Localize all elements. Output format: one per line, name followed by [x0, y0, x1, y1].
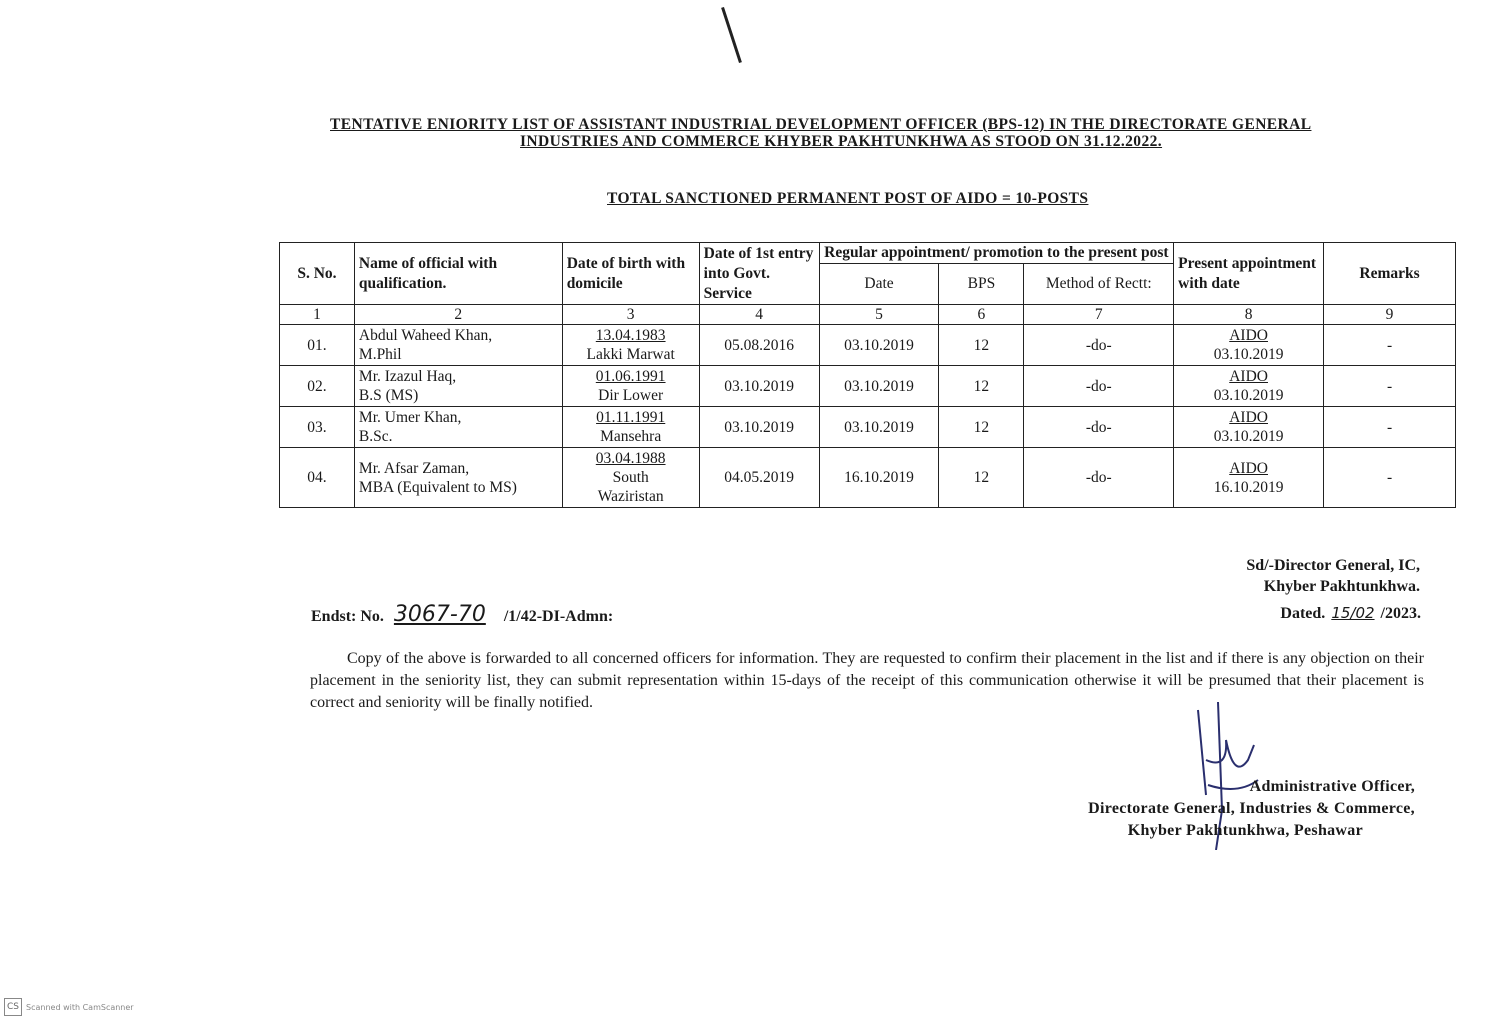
cell-sno: 04. — [280, 448, 355, 508]
column-number: 7 — [1024, 305, 1174, 325]
header-date: Date — [819, 264, 939, 305]
column-number: 8 — [1174, 305, 1324, 325]
column-number: 9 — [1324, 305, 1456, 325]
administrative-officer-block — [1020, 776, 1415, 842]
cell-method: -do- — [1024, 366, 1174, 407]
endst-suffix: /1/42-DI-Admn: — [503, 608, 614, 625]
qualification: M.Phil — [358, 346, 402, 363]
cell-entry: 05.08.2016 — [699, 325, 819, 366]
officer-line-1: Administrative Officer, — [1249, 778, 1415, 795]
cell-dob — [562, 325, 699, 366]
cell-bps: 12 — [939, 407, 1024, 448]
handwritten-date: 15/02 — [1331, 604, 1375, 622]
post: AIDO — [1229, 459, 1268, 477]
dated-prefix: Dated. — [1280, 605, 1326, 622]
cell-name — [354, 366, 562, 407]
column-number: 6 — [939, 305, 1024, 325]
header-present: Present appointment with date — [1174, 243, 1324, 305]
cell-bps: 12 — [939, 448, 1024, 508]
post: AIDO — [1229, 368, 1268, 385]
cell-present — [1174, 366, 1324, 407]
domicile: Lakki Marwat — [586, 346, 675, 363]
cell-present — [1174, 407, 1324, 448]
cell-entry: 03.10.2019 — [699, 366, 819, 407]
dated-line — [1180, 604, 1421, 623]
endst-prefix: Endst: No. — [311, 608, 384, 625]
title-line-1: TENTATIVE ENIORITY LIST OF ASSISTANT INDUSTRIAL DEVELOPMENT OFFICER (BPS-12) IN THE DIRECTORATE GENERAL — [330, 116, 1312, 133]
post-date: 03.10.2019 — [1213, 346, 1284, 363]
official-name: Mr. Afsar Zaman, — [358, 459, 470, 477]
header-method: Method of Rectt: — [1024, 264, 1174, 305]
cell-method: -do- — [1024, 407, 1174, 448]
cell-method: -do- — [1024, 325, 1174, 366]
birth-date: 13.04.1983 — [595, 327, 666, 344]
header-name: Name of official with qualification. — [354, 243, 562, 305]
endorsement-number — [311, 602, 613, 627]
official-name: Abdul Waheed Khan, — [358, 327, 493, 344]
cell-sno: 01. — [280, 325, 355, 366]
official-name: Mr. Izazul Haq, — [358, 368, 457, 385]
cell-sno: 03. — [280, 407, 355, 448]
birth-date: 03.04.1988 — [595, 450, 666, 467]
domicile: Dir Lower — [598, 387, 664, 404]
domicile: South Waziristan — [597, 469, 664, 505]
column-number: 2 — [354, 305, 562, 325]
table-row — [280, 448, 1456, 508]
signoff-line-2: Khyber Pakhtunkhwa. — [1263, 578, 1420, 595]
table-row — [280, 407, 1456, 448]
document-title — [330, 116, 1400, 150]
header-entry: Date of 1st entry into Govt. Service — [699, 243, 819, 305]
official-name: Mr. Umer Khan, — [358, 409, 462, 426]
qualification: B.Sc. — [358, 428, 393, 445]
cell-present — [1174, 448, 1324, 508]
header-remarks: Remarks — [1324, 243, 1456, 305]
scanner-watermark — [4, 998, 134, 1016]
camscanner-logo-icon: CS — [4, 998, 22, 1016]
birth-date: 01.06.1991 — [595, 368, 666, 385]
post: AIDO — [1229, 327, 1268, 344]
column-number: 5 — [819, 305, 939, 325]
cell-bps: 12 — [939, 325, 1024, 366]
header-sno: S. No. — [280, 243, 355, 305]
cell-date: 16.10.2019 — [819, 448, 939, 508]
column-number: 3 — [562, 305, 699, 325]
cell-name — [354, 325, 562, 366]
seniority-table — [279, 242, 1456, 508]
dated-suffix: /2023. — [1380, 605, 1421, 622]
post-date: 16.10.2019 — [1213, 478, 1284, 496]
cell-name — [354, 407, 562, 448]
cell-entry: 04.05.2019 — [699, 448, 819, 508]
header-row — [280, 243, 1456, 264]
cell-dob — [562, 366, 699, 407]
cell-method: -do- — [1024, 448, 1174, 508]
qualification: B.S (MS) — [358, 387, 419, 404]
signoff-line-1: Sd/-Director General, IC, — [1246, 557, 1420, 574]
header-dob: Date of birth with domicile — [562, 243, 699, 305]
post-date: 03.10.2019 — [1213, 387, 1284, 404]
column-number: 4 — [699, 305, 819, 325]
cell-remarks: - — [1324, 448, 1456, 508]
column-number-row — [280, 305, 1456, 325]
header-regular: Regular appointment/ promotion to the present post — [819, 243, 1174, 264]
qualification: MBA (Equivalent to MS) — [358, 478, 517, 496]
cell-bps: 12 — [939, 366, 1024, 407]
sanctioned-posts-heading: TOTAL SANCTIONED PERMANENT POST OF AIDO = 10-POSTS — [607, 190, 1089, 207]
officer-line-3: Khyber Pakhtunkhwa, Peshawar — [1127, 822, 1363, 839]
cell-dob — [562, 407, 699, 448]
cell-dob — [562, 448, 699, 508]
cell-remarks: - — [1324, 407, 1456, 448]
domicile: Mansehra — [600, 428, 662, 445]
pen-stroke-mark — [721, 7, 742, 63]
cell-date: 03.10.2019 — [819, 325, 939, 366]
column-number: 1 — [280, 305, 355, 325]
post: AIDO — [1229, 409, 1268, 426]
cell-sno: 02. — [280, 366, 355, 407]
cell-entry: 03.10.2019 — [699, 407, 819, 448]
birth-date: 01.11.1991 — [596, 409, 666, 426]
cell-remarks: - — [1324, 325, 1456, 366]
director-signoff — [1180, 555, 1420, 597]
cell-remarks: - — [1324, 366, 1456, 407]
cell-name — [354, 448, 562, 508]
officer-line-2: Directorate General, Industries & Commerce, — [1088, 800, 1415, 817]
table-row — [280, 366, 1456, 407]
table-row — [280, 325, 1456, 366]
cell-present — [1174, 325, 1324, 366]
post-date: 03.10.2019 — [1213, 428, 1284, 445]
handwritten-endst-number: 3067-70 — [393, 602, 486, 627]
forwarding-paragraph: Copy of the above is forwarded to all concerned officers for information. They are requested to confirm their placement in the list and if there is any objection on their placement in the seniority list, they can submit representation within 15-days of the receipt of this communication otherwise it will be presumed that their placement is correct and seniority will be finally notified. — [310, 650, 1424, 711]
header-bps: BPS — [939, 264, 1024, 305]
title-line-2: INDUSTRIES AND COMMERCE KHYBER PAKHTUNKHWA AS STOOD ON 31.12.2022. — [520, 133, 1163, 150]
cell-date: 03.10.2019 — [819, 366, 939, 407]
scanner-text: Scanned with CamScanner — [26, 1002, 134, 1012]
cell-date: 03.10.2019 — [819, 407, 939, 448]
